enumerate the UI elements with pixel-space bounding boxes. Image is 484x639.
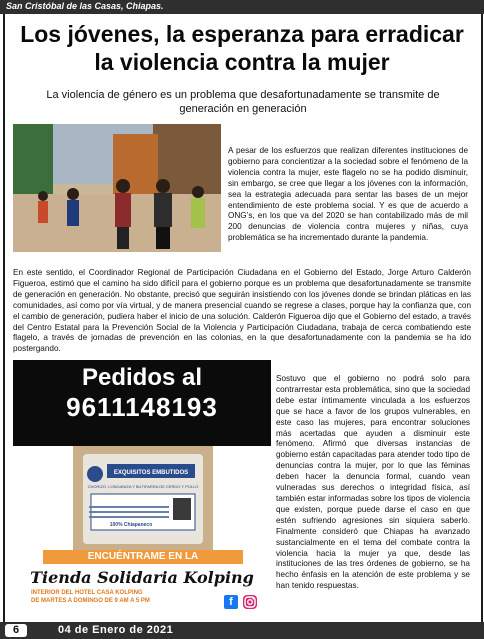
- article-title: Los jóvenes, la esperanza para erradicar la violencia contra la mujer: [20, 21, 464, 75]
- top-bar: [0, 0, 484, 14]
- article-paragraph-1: A pesar de los esfuerzos que realizan diferentes instituciones de gobierno para concientizar a la sociedad sobre el fenómeno de la violencia contra la mujer, este flagelo no se ha podido disminuir, sin embargo, se cree que llegar a los jóvenes con la información, sea la estrategia adecuada para sentar las bases de un mejor entendimiento de este problema social. Y es que de acuerdo a ONG’s, en los que va del 2020 se han contabilizado más de mil 200 denuncias de violencia contra mujeres y niñas, cuya problemática se ha incrementado durante la pandemia.: [228, 146, 468, 243]
- package-subtitle: CHORIZO, LONGANIZA Y BUTIFARRA DE CERDO Y POLLO: [87, 484, 199, 489]
- sausage-package-image: [13, 446, 271, 552]
- location-label: San Cristóbal de las Casas, Chiapas.: [6, 1, 164, 11]
- article-paragraph-3: Sostuvo que el gobierno no podrá solo para contrarrestar esta problemática, sino que la sociedad debe estar íntimamente vinculada a los esfuerzos que se hace a favor de los grupos vulnerables, en este caso las mujeres, para encontrar soluciones más acertadas que ayuden a disminuir este fenómeno. Afirmó que diversas instancias de gobierno están capacitadas para atender todo tipo de denuncias contra la mujer, por lo que las féminas deben hacer la denuncia formal, cuando vean vulneradas sus derechos o integridad física, así también estar informadas sobre los tipos de violencia que existen, porque puede darse el caso en que estén sufriendo agresiones sin siquiera saberlo. Finalmente consideró que Chiapas ha avanzado sustancialmente en el tema del combate contra la violencia hacia la mujer ya que, desde las instituciones de las tres órdenes de gobierno, se ha hecho énfasis en la atención de este problema y se han tenido respuestas.: [276, 374, 470, 591]
- ad-phone-block: [13, 360, 271, 446]
- facebook-icon[interactable]: f: [224, 595, 238, 609]
- street-photo: [13, 124, 221, 252]
- ad-banner: ENCUÉNTRAME EN LA: [43, 550, 243, 564]
- issue-date: 04 de Enero de 2021: [58, 624, 174, 636]
- article-paragraph-2: En este sentido, el Coordinador Regional de Participación Ciudadana en el Gobierno del Estado, Jorge Arturo Calderón Figueroa, estimó que el camino ha sido difícil para el gobierno porque es un problema que desafortunadamente se transmite de generación en generación. No obstante, precisó que seguirán insistiendo con los jóvenes donde se brindan pláticas en las comunidades, así como por vía virtual, y de manera presencial cuando se regrese a clases, porque hay la confianza que, con el cambio de generación, pudiera haber el inicio de una solución. Calderón Figueroa dijo que el Gobierno del estado, a través del Centro Estatal para la Prevención Social de la Violencia y Participación Ciudadana, trabaja de cerca combatiendo este flagelo, a través de jornadas de prevención en las colonias, en la que desafortunadamente con la pandemia se ha ido postergando.: [13, 268, 471, 354]
- ad-phone-number: 9611148193: [66, 392, 218, 422]
- instagram-icon[interactable]: [243, 595, 257, 609]
- ad-hours: DE MARTES A DOMINGO DE 9 AM A 5 PM: [31, 598, 150, 604]
- ad-store-name: Tienda Solidaria Kolping: [30, 568, 254, 587]
- article-subtitle: La violencia de género es un problema que desafortunadamente se transmite de generación en generación: [46, 89, 440, 115]
- package-label: EXQUISITOS EMBUTIDOS: [113, 470, 189, 476]
- ad-product-area: [13, 446, 271, 552]
- ad-orders-label: Pedidos al: [81, 364, 203, 391]
- ad-address: INTERIOR DEL HOTEL CASA KOLPING: [31, 590, 143, 596]
- advertisement: [13, 360, 271, 616]
- page-number: 6: [5, 624, 27, 637]
- package-percent: 100% Chiapaneco: [109, 522, 153, 528]
